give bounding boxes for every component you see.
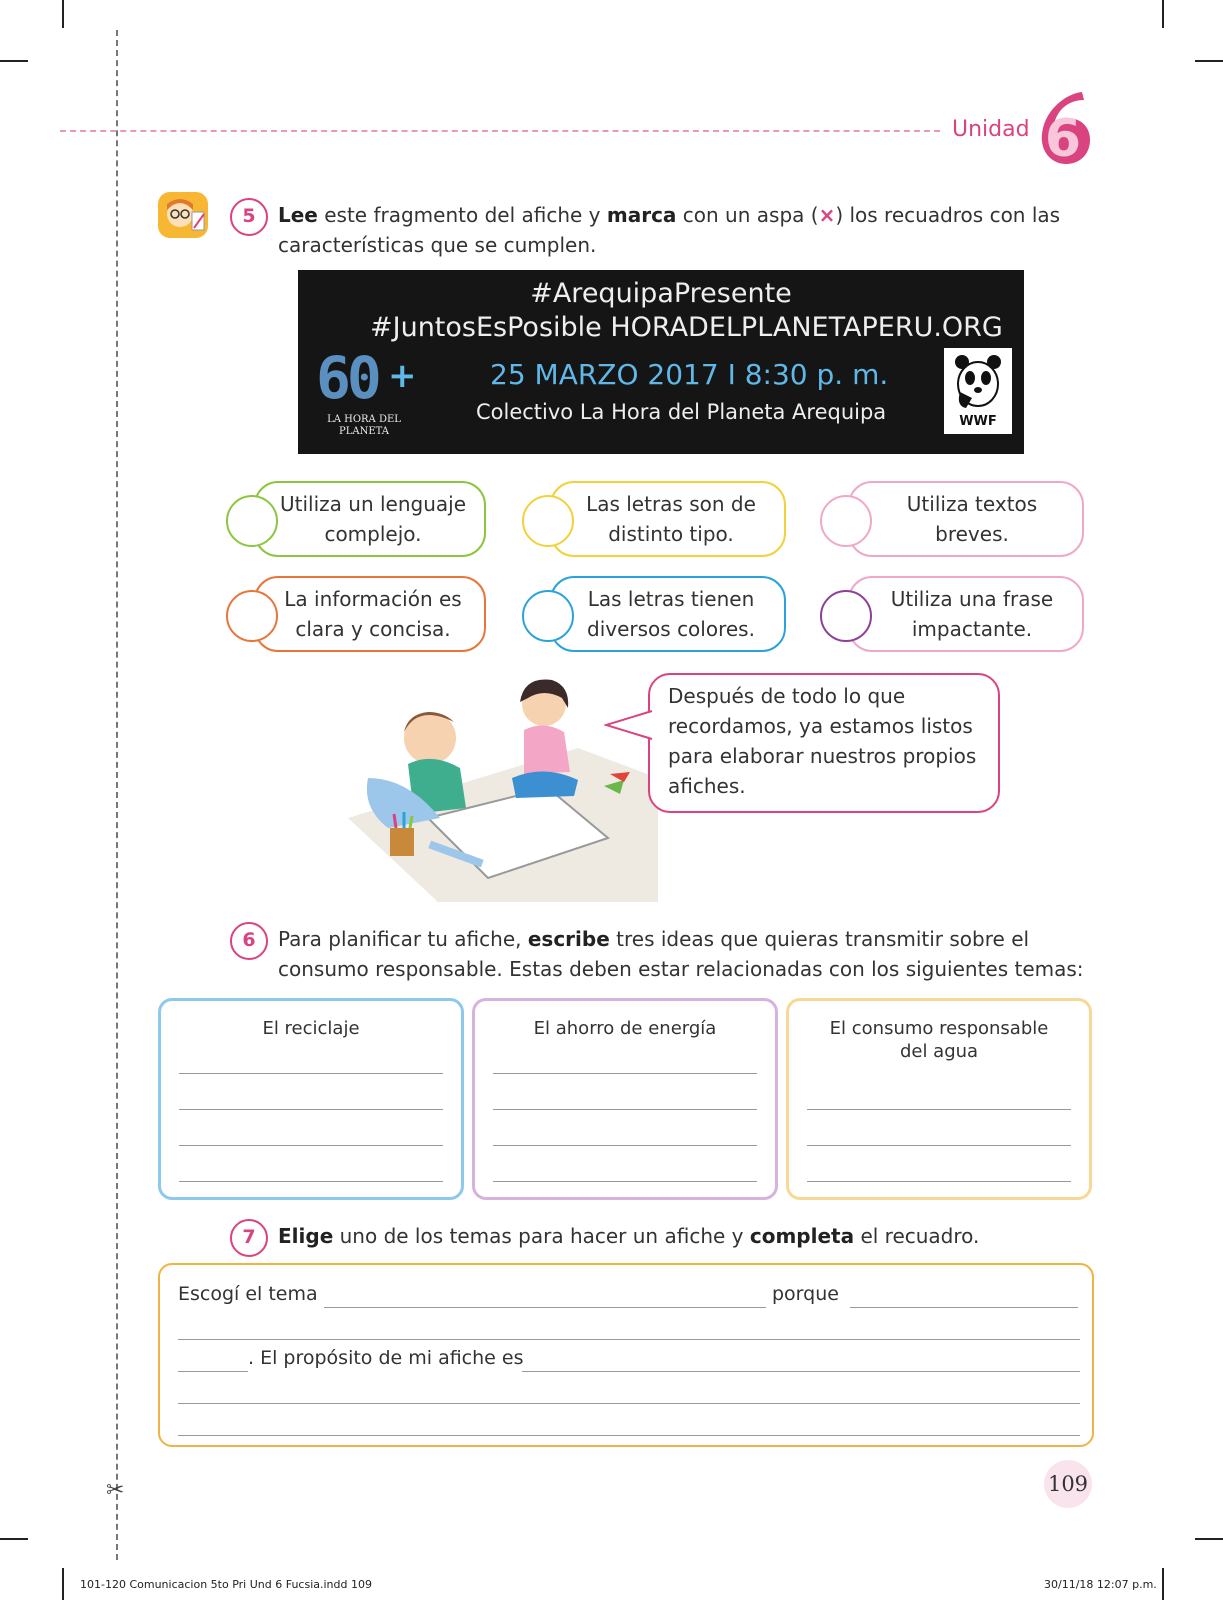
fill-line-proposito[interactable] xyxy=(522,1371,1080,1372)
option-box[interactable] xyxy=(254,481,486,557)
idea-box-ahorro-energia xyxy=(472,998,778,1200)
checkbox-circle[interactable] xyxy=(820,495,872,547)
writing-line[interactable] xyxy=(493,1145,757,1146)
writing-line[interactable] xyxy=(807,1181,1071,1182)
writing-line[interactable] xyxy=(807,1109,1071,1110)
question-number: 5 xyxy=(230,198,268,236)
earth-hour-plus: + xyxy=(388,356,417,396)
unit-label: Unidad xyxy=(952,117,1030,142)
option-label: Utiliza una frase impactante. xyxy=(890,587,1054,641)
crop-mark xyxy=(1162,0,1164,28)
idea-box-consumo-agua xyxy=(786,998,1092,1200)
panda-icon xyxy=(944,348,1012,410)
poster-fragment xyxy=(298,270,1024,454)
sentence-proposito: . El propósito de mi afiche es xyxy=(248,1347,524,1369)
idea-box-reciclaje xyxy=(158,998,464,1200)
option-label: Utiliza un lenguaje complejo. xyxy=(280,492,466,546)
speech-tail xyxy=(604,709,654,749)
fill-line-porque[interactable] xyxy=(850,1307,1078,1308)
earth-hour-logo: 60 xyxy=(316,344,378,412)
crop-mark xyxy=(1195,60,1223,62)
crop-mark xyxy=(62,1568,64,1600)
poster-organizer: Colectivo La Hora del Planeta Arequipa xyxy=(476,400,887,424)
writing-line[interactable] xyxy=(493,1073,757,1074)
page-number: 109 xyxy=(1044,1460,1092,1508)
question-number: 6 xyxy=(230,922,268,960)
crop-mark xyxy=(0,60,28,62)
option-box[interactable] xyxy=(550,481,786,557)
fill-line[interactable] xyxy=(178,1339,1080,1340)
scissors-icon: ✂ xyxy=(106,1478,125,1503)
writing-line[interactable] xyxy=(179,1073,443,1074)
writing-line[interactable] xyxy=(493,1109,757,1110)
poster-date: 25 MARZO 2017 I 8:30 p. m. xyxy=(490,358,889,391)
question-number: 7 xyxy=(230,1219,268,1257)
option-box[interactable] xyxy=(254,576,486,652)
idea-box-title: El ahorro de energía xyxy=(533,1018,717,1039)
option-label: Las letras son de distinto tipo. xyxy=(586,492,756,546)
option-label: Las letras tienen diversos colores. xyxy=(587,587,755,641)
option-box[interactable] xyxy=(550,576,786,652)
wwf-text: WWF xyxy=(959,414,997,429)
fill-line-short[interactable] xyxy=(178,1371,248,1372)
fill-line[interactable] xyxy=(178,1435,1080,1436)
writing-line[interactable] xyxy=(807,1145,1071,1146)
idea-box-title: El consumo responsable del agua xyxy=(829,1018,1049,1062)
poster-hashtag-url: #JuntosEsPosible HORADELPLANETAPERU.ORG xyxy=(370,312,1003,343)
poster-hashtag: #ArequipaPresente xyxy=(530,278,792,309)
cut-line xyxy=(116,30,118,1560)
checkbox-circle[interactable] xyxy=(820,590,872,642)
option-label: La información es clara y concisa. xyxy=(284,587,462,641)
footer-date: 30/11/18 12:07 p.m. xyxy=(1044,1578,1157,1591)
question-6-instruction: Para planificar tu afiche, escribe tres ideas que quieras transmitir sobre el consumo responsable. Estas deben estar relacionadas con los siguientes temas: xyxy=(278,927,1084,981)
option-label: Utiliza textos breves. xyxy=(906,492,1038,546)
writing-line[interactable] xyxy=(179,1145,443,1146)
speech-bubble xyxy=(648,673,1000,813)
crop-mark xyxy=(1195,1538,1223,1540)
idea-box-title: El reciclaje xyxy=(262,1018,360,1039)
footer-file-info: 101-120 Comunicacion 5to Pri Und 6 Fucsia.indd 109 xyxy=(80,1578,372,1591)
earth-hour-caption: LA HORA DEL PLANETA xyxy=(327,414,401,437)
svg-text:6: 6 xyxy=(1044,109,1082,166)
writing-line[interactable] xyxy=(179,1181,443,1182)
writing-line[interactable] xyxy=(493,1181,757,1182)
wwf-logo xyxy=(944,348,1012,434)
option-box[interactable] xyxy=(848,576,1084,652)
sentence-porque: porque xyxy=(772,1283,839,1305)
fill-line[interactable] xyxy=(178,1403,1080,1404)
speech-text: Después de todo lo que recordamos, ya estamos listos para elaborar nuestros propios afiches. xyxy=(668,684,977,798)
crop-mark xyxy=(62,0,64,28)
answer-box xyxy=(158,1263,1094,1447)
crop-mark xyxy=(0,1538,28,1540)
crop-mark xyxy=(1162,1568,1164,1600)
header-divider xyxy=(60,130,940,132)
children-drawing-illustration xyxy=(348,668,658,902)
sentence-escogi-el-tema: Escogí el tema xyxy=(178,1283,318,1305)
writing-line[interactable] xyxy=(179,1109,443,1110)
question-7-instruction: Elige uno de los temas para hacer un afiche y completa el recuadro. xyxy=(278,1224,980,1248)
fill-line-tema[interactable] xyxy=(324,1307,766,1308)
reading-icon xyxy=(158,192,208,238)
question-5-instruction: Lee este fragmento del afiche y marca con un aspa (×) los recuadros con las características que se cumplen. xyxy=(278,203,1061,257)
unit-number-badge xyxy=(1034,86,1092,166)
option-box[interactable] xyxy=(848,481,1084,557)
